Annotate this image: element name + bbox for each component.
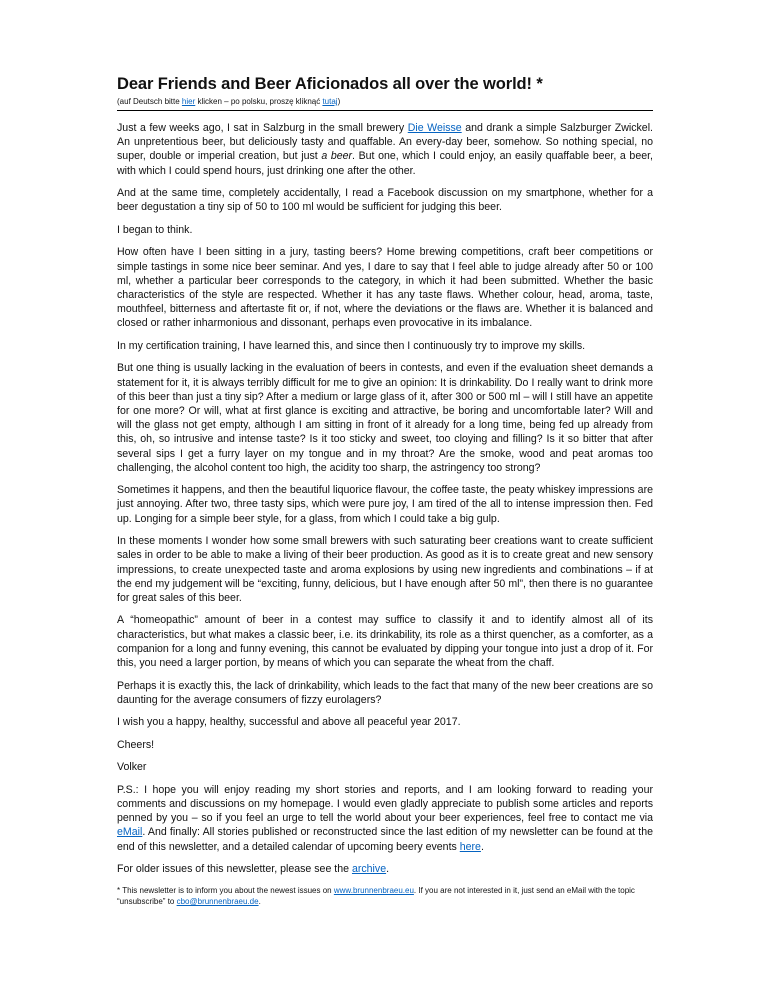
paragraph-4: How often have I been sitting in a jury, tasting beers? Home brewing competitions, craft beer competitions or simple tastings in some nice beer seminar. And yes, I dare to say that I feel able to judge already after 50 or 100 ml, whether a particular beer corresponds to the category, in which it had been submitted. Whether the basic characteristics of the style are respected. Whether it has any taste flaws. Whether colour, head, aroma, taste, mouthfeel, bitterness and aftertaste fit or, if not, where the deviations or the flaws are. Whether it is balanced and closed or rather inharmonious and dissonant, perhaps even provocative in its imbalance. [117,246,653,330]
archive-link[interactable]: archive [351,863,387,876]
footnote-part-a: * This newsletter is to inform you about the newest issues on [117,885,334,895]
paragraph-5: In my certification training, I have learned this, and since then I continuously try to improve my skills. [117,339,586,352]
paragraph-1-part-c: . But one, which I could enjoy, an easily quaffable beer, a beer, with which I could spend hours, just drinking one after the other. [117,150,653,177]
postscript-part-c: . [480,840,484,853]
paragraph-1-part-a: Just a few weeks ago, I sat in Salzburg in the small brewery [117,122,408,134]
polish-version-link[interactable]: tutaj [322,97,338,106]
footnote-part-b: . If you are not interested in it, just send an eMail with the topic “unsubscribe” to [117,885,635,906]
events-calendar-link[interactable]: here [459,840,481,853]
paragraph-10: Perhaps it is exactly this, the lack of drinkability, which leads to the fact that many of the new beer creations are so daunting for the average consumers of fizzy eurolagers? [117,679,653,706]
paragraph-1 [117,121,653,178]
paragraph-1-emphasis: a beer [321,150,353,163]
language-note-close: ) [337,97,341,106]
paragraph-6: But one thing is usually lacking in the evaluation of beers in contests, and even if the evaluation sheet demands a statement for it, it is always terribly difficult for me to give an opinion: It is drinkability. Do I really want to drink more of this beer than just a tiny sip? After a medium or large glass of it, after 300 or 500 ml – will I still have an appetite for one more? Or will, what at first glance is exciting and attractive, be boring and uncomfortable later? Will and will the glass not get empty, although I am sitting in front of it already for a long time, being fed up already from this, oh, so intrusive and intense taste? Is it too sticky and sweet, too cloying and filling? Is it so bitter that after several sips I get a furry layer on my tongue and in my throat? Are the smoke, wood and peat aromas too challenging, the alcohol content too high, the acidity too sharp, the astringency too strong? [117,362,653,474]
paragraph-1-part-b: and drank a simple Salzburger Zwickel. An unpretentious beer, but deliciously tasty and quaffable. An every-day beer, somehow. So nothing special, no super, double or imperial creation, but just [117,122,653,163]
website-link[interactable]: www.brunnenbraeu.eu [333,885,414,895]
footnote [117,885,653,907]
email-link[interactable]: eMail [117,826,143,839]
closing-cheers: Cheers! [117,738,155,751]
footnote-part-c: . [258,896,261,906]
postscript-part-b: . And finally: All stories published or reconstructed since the last edition of my newsletter can be found at the end of this newsletter, and a detailed calendar of upcoming beery events [117,826,653,853]
paragraph-7: Sometimes it happens, and then the beautiful liquorice flavour, the coffee taste, the peaty whiskey impressions are just annoying. After two, three tasty sips, which were pure joy, I am tired of the all to intense impression then. Fed up. Longing for a simple beer style, for a glass, from which I could take a big gulp. [117,484,653,525]
postscript-part-a: P.S.: I hope you will enjoy reading my short stories and reports, and I am looking forward to reading your comments and discussions on my homepage. I would even gladly appreciate to publish some articles and reports penned by you – so if you feel an urge to tell the world about your beer experiences, feel free to contact me via [117,783,653,825]
language-note [117,96,653,107]
older-issues [117,862,653,876]
title-divider [117,110,653,111]
die-weisse-link[interactable]: Die Weisse [407,122,462,134]
paragraph-3: I began to think. [117,223,193,236]
paragraph-11: I wish you a happy, healthy, successful and above all peaceful year 2017. [117,716,461,729]
older-issues-part-b: . [386,863,390,876]
signature: Volker [117,761,147,774]
postscript [117,783,653,854]
german-version-link[interactable]: hier [181,97,196,106]
paragraph-2: And at the same time, completely accidentally, I read a Facebook discussion on my smartphone, whether for a beer degustation a tiny sip of 50 to 100 ml would be sufficient for judging this beer. [117,187,653,214]
newsletter-page [117,74,653,907]
paragraph-8: In these moments I wonder how some small brewers with such saturating beer creations want to create sufficient sales in order to be able to make a living of their beer production. As good as it is to create great and new sensory impressions, to create unexpected taste and aroma explosions by using new ingredients and combinations – if at the end my judgement will be “exciting, funny, delicious, but I have enough after 50 ml”, then there is no guarantee for great sales of this beer. [117,535,653,604]
language-note-open: (auf Deutsch bitte [117,97,182,106]
paragraph-9: A “homeopathic” amount of beer in a contest may suffice to classify it and to identify almost all of its characteristics, but what makes a classic beer, i.e. its drinkability, its role as a thirst quencher, as a comforter, as a companion for a long and funny evening, this cannot be evaluated by dipping your tongue into just a drop of it. For this, you need a larger portion, by means of which you can separate the wheat from the chaff. [117,614,653,670]
unsubscribe-email-link[interactable]: cbo@brunnenbraeu.de [176,896,259,906]
page-title: Dear Friends and Beer Aficionados all over the world! * [117,75,543,93]
older-issues-part-a: For older issues of this newsletter, please see the [117,863,352,876]
language-note-mid: klicken – po polsku, proszę kliknąć [195,97,323,106]
